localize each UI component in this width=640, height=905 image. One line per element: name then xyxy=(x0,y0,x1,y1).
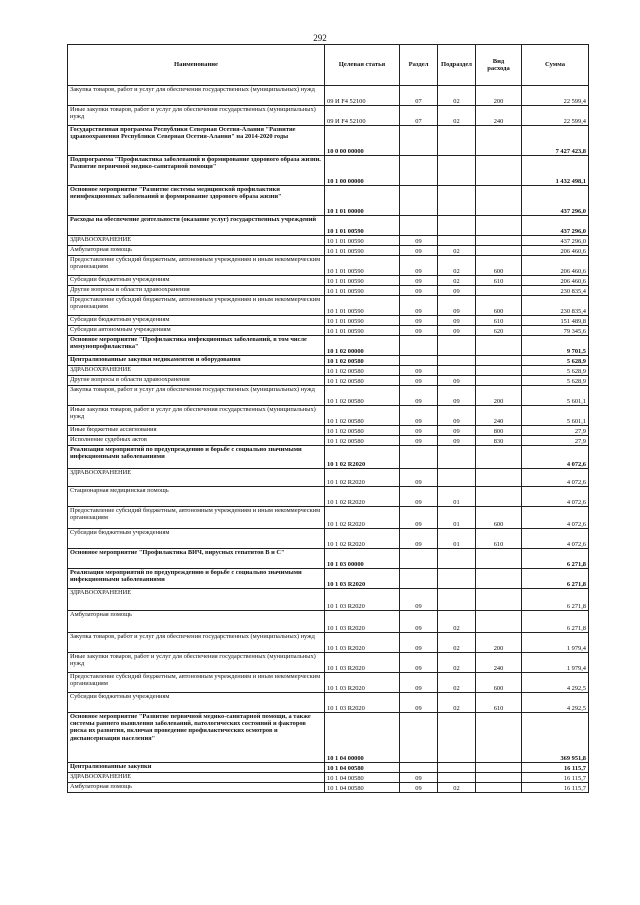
row-sum: 5 628,9 xyxy=(522,356,589,366)
row-section: 09 xyxy=(400,326,438,336)
row-expense-type xyxy=(476,763,522,773)
row-target-article: 10 1 02 R2020 xyxy=(325,469,400,487)
row-subsection: 01 xyxy=(438,507,476,529)
row-sum: 16 115,7 xyxy=(522,763,589,773)
row-subsection: 09 xyxy=(438,386,476,406)
row-sum: 206 460,6 xyxy=(522,246,589,256)
row-section: 09 xyxy=(400,316,438,326)
row-name: Закупка товаров, работ и услуг для обеспечения государственных (муниципальных) нужд xyxy=(68,633,325,653)
row-subsection: 09 xyxy=(438,426,476,436)
row-expense-type xyxy=(476,156,522,186)
row-expense-type xyxy=(476,549,522,569)
row-sum: 79 345,6 xyxy=(522,326,589,336)
row-subsection xyxy=(438,763,476,773)
row-subsection xyxy=(438,366,476,376)
row-section xyxy=(400,156,438,186)
row-target-article: 10 1 02 00000 xyxy=(325,336,400,356)
table-row xyxy=(68,366,589,376)
row-subsection: 02 xyxy=(438,276,476,286)
row-sum: 5 601,1 xyxy=(522,406,589,426)
row-target-article: 10 1 02 00580 xyxy=(325,406,400,426)
row-target-article: 10 1 01 00590 xyxy=(325,296,400,316)
row-section: 09 xyxy=(400,529,438,549)
row-sum: 5 628,9 xyxy=(522,366,589,376)
table-row xyxy=(68,569,589,589)
table-row xyxy=(68,426,589,436)
row-sum: 206 460,6 xyxy=(522,276,589,286)
budget-table xyxy=(67,44,589,793)
row-section: 09 xyxy=(400,386,438,406)
row-expense-type: 830 xyxy=(476,436,522,446)
row-sum: 5 628,9 xyxy=(522,376,589,386)
row-sum: 151 489,8 xyxy=(522,316,589,326)
table-row xyxy=(68,436,589,446)
row-name: Амбулаторная помощь xyxy=(68,611,325,633)
table-row xyxy=(68,326,589,336)
row-name: Предоставление субсидий бюджетным, автономным учреждениям и иным некоммерческим организациям xyxy=(68,256,325,276)
row-name: Расходы на обеспечение деятельности (оказание услуг) государственных учреждений xyxy=(68,216,325,236)
table-row xyxy=(68,529,589,549)
row-name: Субсидии бюджетным учреждениям xyxy=(68,693,325,713)
row-target-article: 10 1 02 R2020 xyxy=(325,507,400,529)
row-sum: 437 296,0 xyxy=(522,216,589,236)
row-target-article: 10 1 02 R2020 xyxy=(325,529,400,549)
row-subsection: 02 xyxy=(438,86,476,106)
header-expense-type-line2: расхода xyxy=(487,65,510,72)
row-expense-type: 610 xyxy=(476,276,522,286)
row-name: Субсидии автономным учреждениям xyxy=(68,326,325,336)
row-subsection xyxy=(438,713,476,763)
page-number: 292 xyxy=(313,33,327,43)
row-sum: 4 072,6 xyxy=(522,487,589,507)
row-expense-type xyxy=(476,356,522,366)
row-expense-type: 800 xyxy=(476,426,522,436)
table-row xyxy=(68,783,589,793)
row-subsection: 02 xyxy=(438,633,476,653)
row-name: Предоставление субсидий бюджетным, автономным учреждениям и иным некоммерческим организациям xyxy=(68,296,325,316)
row-subsection: 02 xyxy=(438,693,476,713)
table-row xyxy=(68,336,589,356)
row-section: 09 xyxy=(400,436,438,446)
row-name: Другие вопросы в области здравоохранения xyxy=(68,286,325,296)
row-name: Предоставление субсидий бюджетным, автономным учреждениям и иным некоммерческим организациям xyxy=(68,507,325,529)
row-target-article: 10 1 04 00580 xyxy=(325,783,400,793)
row-sum: 4 292,5 xyxy=(522,693,589,713)
row-expense-type: 610 xyxy=(476,693,522,713)
table-row xyxy=(68,276,589,286)
row-name: Предоставление субсидий бюджетным, автономным учреждениям и иным некоммерческим организациям xyxy=(68,673,325,693)
table-row xyxy=(68,446,589,469)
header-subsection: Подраздел xyxy=(438,45,476,86)
row-sum: 1 432 498,1 xyxy=(522,156,589,186)
row-name: Реализация мероприятий по предупреждению и борьбе с социально значимыми инфекционными заболеваниями xyxy=(68,446,325,469)
row-expense-type xyxy=(476,783,522,793)
row-target-article: 10 1 02 R2020 xyxy=(325,446,400,469)
row-section: 09 xyxy=(400,673,438,693)
row-subsection: 09 xyxy=(438,316,476,326)
table-row xyxy=(68,316,589,326)
row-subsection: 09 xyxy=(438,326,476,336)
header-sum: Сумма xyxy=(522,45,589,86)
row-name: ЗДРАВООХРАНЕНИЕ xyxy=(68,773,325,783)
row-target-article: 10 1 01 00590 xyxy=(325,216,400,236)
table-row xyxy=(68,507,589,529)
table-row xyxy=(68,386,589,406)
row-name: Амбулаторная помощь xyxy=(68,246,325,256)
table-row xyxy=(68,487,589,507)
row-section: 09 xyxy=(400,286,438,296)
row-sum: 9 701,5 xyxy=(522,336,589,356)
table-row xyxy=(68,246,589,256)
row-name: Иные закупки товаров, работ и услуг для обеспечения государственных (муниципальных) нужд xyxy=(68,106,325,126)
row-expense-type: 200 xyxy=(476,633,522,653)
row-subsection xyxy=(438,156,476,186)
row-sum: 230 835,4 xyxy=(522,296,589,316)
row-expense-type: 240 xyxy=(476,106,522,126)
row-expense-type xyxy=(476,376,522,386)
row-section: 07 xyxy=(400,86,438,106)
row-sum: 4 072,6 xyxy=(522,446,589,469)
row-section: 09 xyxy=(400,426,438,436)
row-name: Основное мероприятие "Профилактика ВИЧ, вирусных гепатитов В и С" xyxy=(68,549,325,569)
table-row xyxy=(68,693,589,713)
row-section xyxy=(400,549,438,569)
table-row xyxy=(68,611,589,633)
row-target-article: 10 1 04 00580 xyxy=(325,763,400,773)
row-expense-type xyxy=(476,446,522,469)
row-target-article: 10 1 02 00580 xyxy=(325,356,400,366)
row-section: 07 xyxy=(400,106,438,126)
row-target-article: 10 0 00 00000 xyxy=(325,126,400,156)
table-row xyxy=(68,216,589,236)
row-target-article: 10 1 00 00000 xyxy=(325,156,400,186)
row-section: 09 xyxy=(400,507,438,529)
table-row xyxy=(68,106,589,126)
row-section: 09 xyxy=(400,693,438,713)
row-section: 09 xyxy=(400,406,438,426)
row-subsection xyxy=(438,186,476,216)
row-sum: 4 072,6 xyxy=(522,529,589,549)
row-section: 09 xyxy=(400,783,438,793)
row-section: 09 xyxy=(400,256,438,276)
row-subsection xyxy=(438,126,476,156)
row-expense-type xyxy=(476,611,522,633)
row-subsection: 09 xyxy=(438,406,476,426)
header-name: Наименование xyxy=(68,45,325,86)
row-name: Реализация мероприятий по предупреждению и борьбе с социально значимыми инфекционными заболеваниями xyxy=(68,569,325,589)
row-name: Иные закупки товаров, работ и услуг для обеспечения государственных (муниципальных) нужд xyxy=(68,406,325,426)
row-subsection xyxy=(438,549,476,569)
row-section xyxy=(400,336,438,356)
table-row xyxy=(68,713,589,763)
row-sum: 230 835,4 xyxy=(522,286,589,296)
row-expense-type: 600 xyxy=(476,507,522,529)
row-target-article: 10 1 01 00590 xyxy=(325,236,400,246)
table-row xyxy=(68,406,589,426)
row-name: Основное мероприятие "Развитие системы медицинской профилактики неинфекционных заболеваний и формирование здорового образа жизни" xyxy=(68,186,325,216)
table-row xyxy=(68,126,589,156)
row-section: 09 xyxy=(400,469,438,487)
row-target-article: 10 1 02 R2020 xyxy=(325,487,400,507)
row-name: ЗДРАВООХРАНЕНИЕ xyxy=(68,236,325,246)
row-expense-type xyxy=(476,773,522,783)
row-sum: 16 115,7 xyxy=(522,783,589,793)
row-subsection xyxy=(438,216,476,236)
row-target-article: 10 1 02 00580 xyxy=(325,426,400,436)
row-name: ЗДРАВООХРАНЕНИЕ xyxy=(68,469,325,487)
table-row xyxy=(68,286,589,296)
row-sum: 6 271,8 xyxy=(522,569,589,589)
row-sum: 22 599,4 xyxy=(522,106,589,126)
table-row xyxy=(68,653,589,673)
table-row xyxy=(68,589,589,611)
row-section xyxy=(400,446,438,469)
row-section xyxy=(400,763,438,773)
row-expense-type: 240 xyxy=(476,653,522,673)
header-expense-type xyxy=(476,45,522,86)
table-row xyxy=(68,256,589,276)
table-row xyxy=(68,296,589,316)
header-target-article: Целевая статья xyxy=(325,45,400,86)
row-sum: 369 951,8 xyxy=(522,713,589,763)
row-target-article: 10 1 03 00000 xyxy=(325,549,400,569)
row-target-article: 10 1 01 00590 xyxy=(325,326,400,336)
row-section xyxy=(400,216,438,236)
row-expense-type xyxy=(476,589,522,611)
row-subsection: 02 xyxy=(438,653,476,673)
row-expense-type xyxy=(476,569,522,589)
row-sum: 6 271,8 xyxy=(522,611,589,633)
row-name: Основное мероприятие "Развитие первичной медико-санитарной помощи, а также системы раннего выявления заболеваний, патологических состояний и факторов риска их развития, включая проведение профилактических осмотров и диспансеризации населения" xyxy=(68,713,325,763)
row-subsection: 02 xyxy=(438,256,476,276)
row-target-article: 10 1 03 R2020 xyxy=(325,693,400,713)
row-name: Иные бюджетные ассигнования xyxy=(68,426,325,436)
row-subsection: 09 xyxy=(438,436,476,446)
table-row xyxy=(68,633,589,653)
row-sum: 5 601,1 xyxy=(522,386,589,406)
row-target-article: 10 1 02 00580 xyxy=(325,436,400,446)
row-target-article: 10 1 03 R2020 xyxy=(325,589,400,611)
table-row xyxy=(68,156,589,186)
row-name: ЗДРАВООХРАНЕНИЕ xyxy=(68,589,325,611)
row-subsection: 02 xyxy=(438,611,476,633)
table-body xyxy=(68,86,589,793)
row-section: 09 xyxy=(400,236,438,246)
table-row xyxy=(68,763,589,773)
row-sum: 206 460,6 xyxy=(522,256,589,276)
row-subsection: 02 xyxy=(438,106,476,126)
row-subsection xyxy=(438,356,476,366)
row-name: Централизованные закупки xyxy=(68,763,325,773)
row-subsection: 02 xyxy=(438,246,476,256)
row-expense-type: 240 xyxy=(476,406,522,426)
row-expense-type xyxy=(476,469,522,487)
row-target-article: 10 1 03 R2020 xyxy=(325,611,400,633)
row-expense-type xyxy=(476,713,522,763)
row-target-article: 10 1 01 00000 xyxy=(325,186,400,216)
row-expense-type: 600 xyxy=(476,673,522,693)
table-row xyxy=(68,186,589,216)
row-sum: 22 599,4 xyxy=(522,86,589,106)
row-expense-type: 620 xyxy=(476,326,522,336)
row-section: 09 xyxy=(400,611,438,633)
row-expense-type: 610 xyxy=(476,529,522,549)
row-target-article: 10 1 04 00000 xyxy=(325,713,400,763)
table-row xyxy=(68,673,589,693)
row-name: Централизованные закупки медикаментов и оборудования xyxy=(68,356,325,366)
row-expense-type xyxy=(476,487,522,507)
row-name: Закупка товаров, работ и услуг для обеспечения государственных (муниципальных) нужд xyxy=(68,86,325,106)
row-subsection xyxy=(438,589,476,611)
row-subsection xyxy=(438,773,476,783)
row-sum: 4 072,6 xyxy=(522,507,589,529)
row-target-article: 10 1 01 00590 xyxy=(325,276,400,286)
row-target-article: 10 1 03 R2020 xyxy=(325,653,400,673)
row-expense-type: 600 xyxy=(476,256,522,276)
row-subsection: 02 xyxy=(438,673,476,693)
row-section: 09 xyxy=(400,246,438,256)
row-expense-type xyxy=(476,366,522,376)
row-name: Субсидии бюджетным учреждениям xyxy=(68,316,325,326)
row-target-article: 10 1 02 00580 xyxy=(325,386,400,406)
table-row xyxy=(68,549,589,569)
table-row xyxy=(68,376,589,386)
row-target-article: 10 1 02 00580 xyxy=(325,366,400,376)
row-name: Закупка товаров, работ и услуг для обеспечения государственных (муниципальных) нужд xyxy=(68,386,325,406)
row-subsection: 09 xyxy=(438,376,476,386)
row-name: Исполнение судебных актов xyxy=(68,436,325,446)
row-target-article: 10 1 04 00580 xyxy=(325,773,400,783)
row-expense-type: 200 xyxy=(476,86,522,106)
row-name: Государственная программа Республики Северная Осетия-Алания "Развитие здравоохранения Республики Северная Осетия-Алания" на 2014-2020 годы xyxy=(68,126,325,156)
header-expense-type-line1: Вид xyxy=(492,57,505,65)
row-sum: 6 271,8 xyxy=(522,589,589,611)
row-sum: 1 979,4 xyxy=(522,633,589,653)
row-expense-type: 610 xyxy=(476,316,522,326)
row-section: 09 xyxy=(400,653,438,673)
row-sum: 27,9 xyxy=(522,426,589,436)
row-subsection: 01 xyxy=(438,529,476,549)
row-name: Субсидии бюджетным учреждениям xyxy=(68,276,325,286)
table-row xyxy=(68,356,589,366)
table-row xyxy=(68,773,589,783)
row-expense-type xyxy=(476,336,522,356)
row-section: 09 xyxy=(400,773,438,783)
row-subsection xyxy=(438,569,476,589)
row-expense-type xyxy=(476,246,522,256)
row-name: Субсидии бюджетным учреждениям xyxy=(68,529,325,549)
row-section: 09 xyxy=(400,276,438,286)
row-sum: 4 292,5 xyxy=(522,673,589,693)
row-subsection: 09 xyxy=(438,286,476,296)
row-target-article: 10 1 01 00590 xyxy=(325,286,400,296)
row-section xyxy=(400,713,438,763)
row-expense-type xyxy=(476,236,522,246)
row-section xyxy=(400,126,438,156)
row-target-article: 10 1 01 00590 xyxy=(325,256,400,276)
table-row xyxy=(68,469,589,487)
row-section: 09 xyxy=(400,366,438,376)
row-subsection: 02 xyxy=(438,783,476,793)
row-name: Стационарная медицинская помощь xyxy=(68,487,325,507)
row-target-article: 10 1 03 R2020 xyxy=(325,569,400,589)
row-subsection xyxy=(438,446,476,469)
row-section xyxy=(400,356,438,366)
row-expense-type xyxy=(476,216,522,236)
row-section: 09 xyxy=(400,487,438,507)
row-sum: 6 271,8 xyxy=(522,549,589,569)
row-subsection xyxy=(438,236,476,246)
row-target-article: 09 И F4 52100 xyxy=(325,86,400,106)
row-sum: 7 427 423,8 xyxy=(522,126,589,156)
row-subsection: 09 xyxy=(438,296,476,316)
row-section xyxy=(400,569,438,589)
row-expense-type xyxy=(476,286,522,296)
row-section xyxy=(400,186,438,216)
row-expense-type xyxy=(476,186,522,216)
row-sum: 437 296,0 xyxy=(522,186,589,216)
row-target-article: 09 И F4 52100 xyxy=(325,106,400,126)
row-subsection xyxy=(438,336,476,356)
row-target-article: 10 1 02 00580 xyxy=(325,376,400,386)
row-name: Подпрограмма "Профилактика заболеваний и формирование здорового образа жизни. Развитие первичной медико-санитарной помощи" xyxy=(68,156,325,186)
header-section: Раздел xyxy=(400,45,438,86)
row-section: 09 xyxy=(400,589,438,611)
row-sum: 4 072,6 xyxy=(522,469,589,487)
row-sum: 27,9 xyxy=(522,436,589,446)
row-name: ЗДРАВООХРАНЕНИЕ xyxy=(68,366,325,376)
row-subsection xyxy=(438,469,476,487)
row-expense-type xyxy=(476,126,522,156)
row-section: 09 xyxy=(400,296,438,316)
row-target-article: 10 1 03 R2020 xyxy=(325,673,400,693)
row-sum: 1 979,4 xyxy=(522,653,589,673)
table-header-row xyxy=(68,45,589,86)
row-sum: 437 296,0 xyxy=(522,236,589,246)
row-target-article: 10 1 01 00590 xyxy=(325,246,400,256)
row-name: Иные закупки товаров, работ и услуг для обеспечения государственных (муниципальных) нужд xyxy=(68,653,325,673)
row-expense-type: 600 xyxy=(476,296,522,316)
row-subsection: 01 xyxy=(438,487,476,507)
row-section: 09 xyxy=(400,376,438,386)
row-sum: 16 115,7 xyxy=(522,773,589,783)
row-expense-type: 200 xyxy=(476,386,522,406)
row-target-article: 10 1 01 00590 xyxy=(325,316,400,326)
row-name: Основное мероприятие "Профилактика инфекционных заболеваний, в том числе иммунопрофилактика" xyxy=(68,336,325,356)
table-row xyxy=(68,236,589,246)
row-name: Амбулаторная помощь xyxy=(68,783,325,793)
row-target-article: 10 1 03 R2020 xyxy=(325,633,400,653)
row-section: 09 xyxy=(400,633,438,653)
table-row xyxy=(68,86,589,106)
row-name: Другие вопросы в области здравоохранения xyxy=(68,376,325,386)
